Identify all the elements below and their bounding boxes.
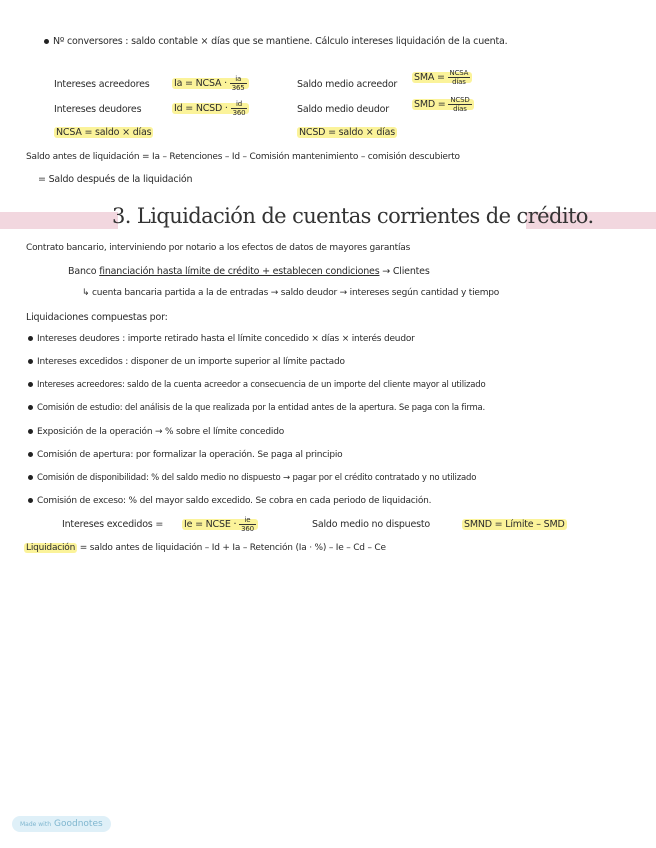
section-title: 3. Liquidación de cuentas corrientes de crédito. <box>112 204 594 228</box>
id-fraction: $\frac{id}{360}$ <box>232 100 246 117</box>
saldo-antes-line: Saldo antes de liquidación = Ia – Retenciones – Id – Comisión mantenimiento – comisión descubierto <box>26 152 460 162</box>
intro-line: Nº conversores : saldo contable × días que se mantiene. Cálculo intereses liquidación de la cuenta. <box>44 36 507 47</box>
ia-label: Intereses acreedores <box>54 79 150 90</box>
ia-fraction: $\frac{ia}{365}$ <box>231 75 245 92</box>
bullet-item: Intereses deudores : importe retirado hasta el límite concedido × días × interés deudor <box>28 334 415 344</box>
ia-formula: Ia = NCSA · $\frac{ia}{365}$ <box>172 75 249 92</box>
cuenta-line: ↳ cuenta bancaria partida a la de entradas → saldo deudor → intereses según cantidad y tiempo <box>82 288 500 298</box>
bullet-item: Comisión de apertura: por formalizar la operación. Se paga al principio <box>28 450 342 460</box>
smd-fraction: $\frac{\text{NCSD}}{\text{días}}$ <box>450 96 470 113</box>
bullet-item: Intereses excedidos : disponer de un importe superior al límite pactado <box>28 357 345 367</box>
bullet-icon <box>28 382 33 387</box>
bullet-item: Comisión de exceso: % del mayor saldo excedido. Se cobra en cada periodo de liquidación. <box>28 496 431 506</box>
bullet-item: Intereses acreedores: saldo de la cuenta acreedor a consecuencia de un importe del cliente mayor al utilizado <box>28 380 486 390</box>
saldo-despues-line: = Saldo después de la liquidación <box>38 174 193 185</box>
ncsa-definition: NCSA = saldo × días <box>56 127 152 138</box>
bullet-item: Exposición de la operación → % sobre el límite concedido <box>28 427 284 437</box>
sma-label: Saldo medio acreedor <box>297 79 398 90</box>
bullet-icon <box>28 429 33 434</box>
bullet-icon <box>28 405 33 410</box>
liquidaciones-label: Liquidaciones compuestas por: <box>26 312 168 323</box>
sma-formula: SMA = $\frac{\text{NCSA}}{\text{días}}$ <box>412 69 472 86</box>
ie-label: Intereses excedidos = <box>62 519 164 530</box>
bullet-item: Comisión de estudio: del análisis de la que realizada por la entidad antes de la apertura. Se paga con la firma. <box>28 403 485 413</box>
goodnotes-watermark: Made with Goodnotes <box>12 816 111 832</box>
sma-fraction: $\frac{\text{NCSA}}{\text{días}}$ <box>449 69 469 86</box>
bullet-icon <box>28 359 33 364</box>
liquidacion-line: Liquidación = saldo antes de liquidación – Id + Ia – Retención (Ia · %) – Ie – Cd – Ce <box>26 543 386 553</box>
contrato-line: Contrato bancario, interviniendo por notario a los efectos de datos de mayores garantías <box>26 243 411 253</box>
smd-formula: SMD = $\frac{\text{NCSD}}{\text{días}}$ <box>412 96 474 113</box>
bullet-icon <box>28 475 33 480</box>
smnd-formula: SMND = Límite – SMD <box>464 519 565 530</box>
ie-fraction: $\frac{ie}{360}$ <box>241 516 254 533</box>
bullet-icon <box>44 39 49 44</box>
curved-arrow-icon: ↳ <box>82 288 90 298</box>
id-label: Intereses deudores <box>54 104 142 115</box>
ie-formula: Ie = NCSE · $\frac{ie}{360}$ <box>182 516 258 533</box>
title-band-left <box>0 212 118 229</box>
banco-line: Banco financiación hasta límite de crédito + establecen condiciones → Clientes <box>68 266 430 277</box>
smnd-label: Saldo medio no dispuesto <box>312 519 431 530</box>
id-formula: Id = NCSD · $\frac{id}{360}$ <box>172 100 249 117</box>
bullet-item: Comisión de disponibilidad: % del saldo medio no dispuesto → pagar por el crédito contratado y no utilizado <box>28 473 476 483</box>
bullet-icon <box>28 452 33 457</box>
smd-label: Saldo medio deudor <box>297 104 389 115</box>
bullet-icon <box>28 498 33 503</box>
bullet-icon <box>28 336 33 341</box>
ncsd-definition: NCSD = saldo × días <box>299 127 395 138</box>
